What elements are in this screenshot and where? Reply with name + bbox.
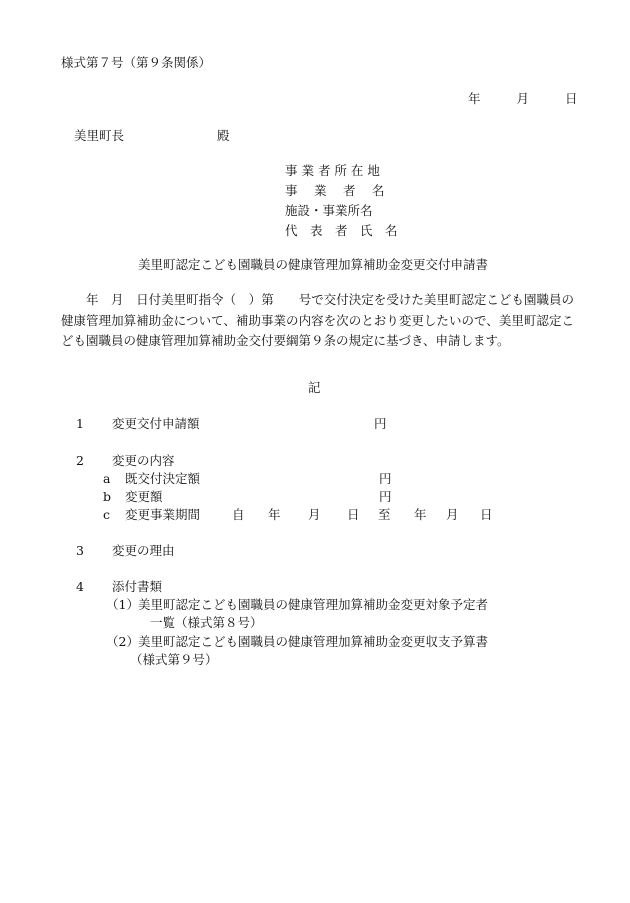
- item-2c-mark: c: [103, 507, 111, 522]
- addressee: [74, 128, 230, 143]
- item-2c-month1: 月: [308, 507, 321, 522]
- item-2c-year2: 年: [414, 507, 427, 522]
- item-2c-day2: 日: [480, 507, 493, 522]
- document-title: 美里町認定こども園職員の健康管理加算補助金変更交付申請書: [138, 257, 489, 272]
- ki-heading: 記: [308, 380, 321, 395]
- item-2a-label: 既交付決定額: [125, 471, 201, 486]
- item-2a-mark: a: [103, 471, 111, 486]
- item-2b-label: 変更額: [125, 489, 163, 504]
- body-paragraph: 年 月 日付美里町指令（ ）第 号で交付決定を受けた美里町認定こども園職員の健康管理加算補助金について、補助事業の内容を次のとおり変更したいので、美里町認定こども園職員の健康管理加算補助金交付要綱第９条の規定に基づき、申請します。: [61, 292, 574, 348]
- item-1-unit: 円: [374, 416, 387, 431]
- item-2a-unit: 円: [379, 471, 392, 486]
- item-1-number: 1: [76, 416, 84, 431]
- applicant-field-business-name: 事 業 者 名: [285, 183, 385, 198]
- item-2b-mark: b: [103, 489, 112, 504]
- item-2c-day1: 日: [347, 507, 360, 522]
- addressee-name: 美里町長: [74, 128, 125, 143]
- item-2c-month2: 月: [446, 507, 459, 522]
- form-number: 様式第７号（第９条関係）: [61, 55, 212, 70]
- item-4-number: 4: [76, 579, 84, 594]
- date-line: [468, 93, 577, 106]
- item-3-number: 3: [76, 543, 84, 558]
- applicant-fields: [285, 165, 398, 245]
- item-2c-to: 至: [378, 507, 391, 522]
- applicant-field-address: 事 業 者 所 在 地: [285, 163, 380, 178]
- item-2-number: 2: [76, 453, 84, 468]
- attachment-1-line2: 一覧（様式第８号）: [150, 615, 263, 630]
- applicant-field-facility-name: 施設・事業所名: [285, 203, 373, 218]
- date-month-label: 月: [516, 91, 529, 106]
- date-year-label: 年: [468, 91, 481, 106]
- date-day-label: 日: [564, 91, 578, 106]
- attachment-2-line2: （様式第９号）: [130, 652, 218, 667]
- item-2c-label: 変更事業期間: [125, 507, 201, 522]
- attachment-1-line1: 美里町認定こども園職員の健康管理加算補助金変更対象予定者: [138, 597, 489, 612]
- item-2-label: 変更の内容: [112, 453, 175, 468]
- item-2b-unit: 円: [379, 489, 392, 504]
- applicant-field-representative: 代 表 者 氏 名: [285, 223, 398, 238]
- item-1-label: 変更交付申請額: [112, 416, 200, 431]
- item-3-label: 変更の理由: [112, 543, 175, 558]
- attachment-1-mark: （1）: [106, 597, 139, 612]
- item-4-label: 添付書類: [112, 579, 163, 594]
- item-2c-year1: 年: [268, 507, 281, 522]
- item-2c-from: 自: [232, 507, 245, 522]
- addressee-honorific: 殿: [217, 128, 230, 143]
- attachment-2-line1: 美里町認定こども園職員の健康管理加算補助金変更収支予算書: [138, 634, 489, 649]
- attachment-2-mark: （2）: [106, 634, 139, 649]
